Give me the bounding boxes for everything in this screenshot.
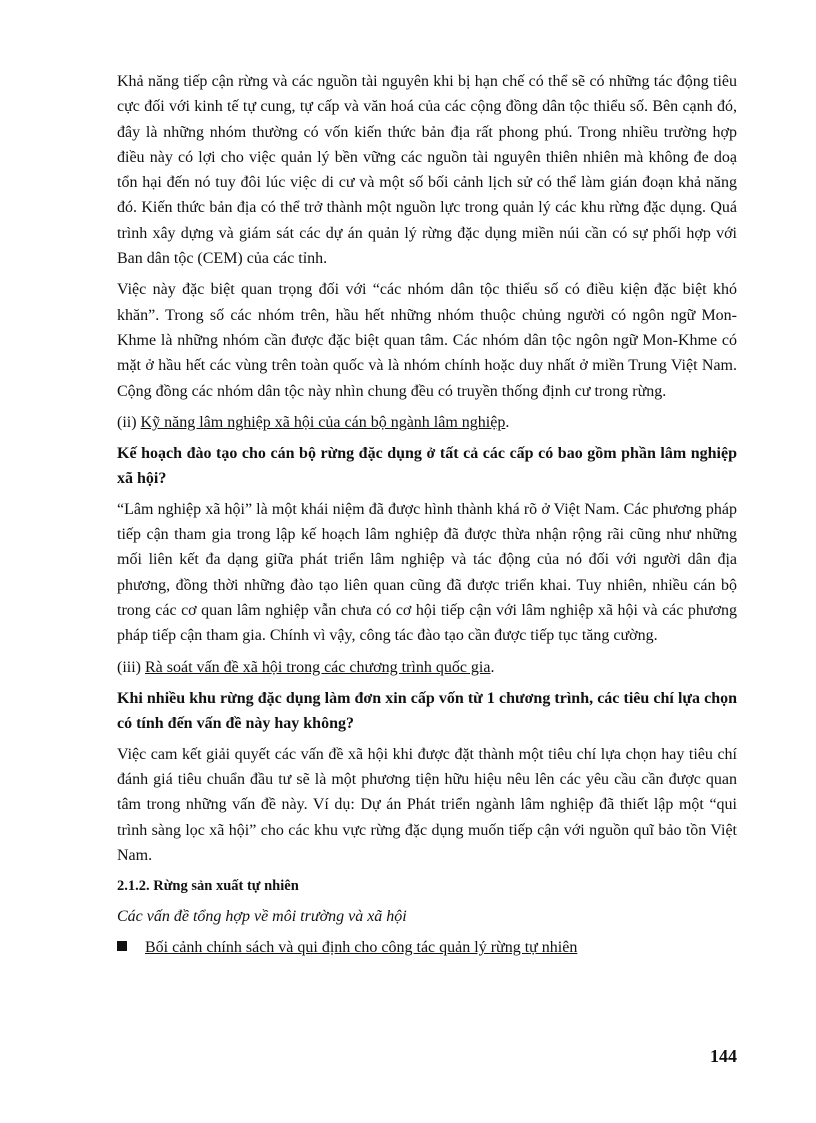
paragraph-social-forestry: “Lâm nghiệp xã hội” là một khái niệm đã được hình thành khá rõ ở Việt Nam. Các phương pháp tiếp cận tham gia trong lập kế hoạch lâm nghiệp đã được thừa nhận rộng rãi cũng như những mối liên kết đa dạng giữa phát triển lâm nghiệp và tác động của nó đối với người dân địa phương, đồng thời những đào tạo liên quan cũng đã được triển khai. Tuy nhiên, nhiều cán bộ trong các cơ quan lâm nghiệp vẫn chưa có cơ hội tiếp cận với lâm nghiệp xã hội và các phương pháp tiếp cận tham gia. Chính vì vậy, công tác đào tạo cần được tiếp tục tăng cường. <box>117 500 737 645</box>
section-subheading: Các vấn đề tổng hợp về môi trường và xã hội <box>117 908 407 926</box>
item-iii-title: Rà soát vấn đề xã hội trong các chương trình quốc gia <box>145 658 491 676</box>
page-number: 144 <box>710 1046 737 1066</box>
item-ii-period: . <box>505 413 510 431</box>
item-ii <box>117 410 737 435</box>
section-heading: 2.1.2. Rừng sản xuất tự nhiên <box>117 878 299 895</box>
paragraph-social-screening: Việc cam kết giải quyết các vấn đề xã hội khi được đặt thành một tiêu chí lựa chọn hay tiêu chí đánh giá tiêu chuẩn đầu tư sẽ là một phương tiện hữu hiệu nêu lên các yêu cầu cần được quan tâm trong những vấn đề này. Ví dụ: Dự án Phát triển ngành lâm nghiệp đã thiết lập một “qui trình sàng lọc xã hội” cho các khu vực rừng đặc dụng muốn tiếp cận với nguồn quĩ bảo tồn Việt Nam. <box>117 745 737 864</box>
item-iii <box>117 655 737 680</box>
item-ii-number: (ii) <box>117 413 137 431</box>
paragraph-mon-khme: Việc này đặc biệt quan trọng đối với “các nhóm dân tộc thiểu số có điều kiện đặc biệt khó khăn”. Trong số các nhóm trên, hầu hết những nhóm thuộc chủng người có ngôn ngữ Mon-Khme là những nhóm cần được đặc biệt quan tâm. Các nhóm dân tộc ngôn ngữ Mon-Khme có mặt ở hầu hết các vùng trên toàn quốc và là nhóm chính hoặc duy nhất ở miền Trung Việt Nam. Cộng đồng các nhóm dân tộc này nhìn chung đều có truyền thống định cư trong rừng. <box>117 281 737 400</box>
bullet-item <box>117 935 737 960</box>
square-bullet-icon <box>117 941 127 951</box>
page-body <box>117 69 737 960</box>
bullet-text: Bối cảnh chính sách và qui định cho công tác quản lý rừng tự nhiên <box>145 939 578 957</box>
item-ii-title: Kỹ năng lâm nghiệp xã hội của cán bộ ngành lâm nghiệp <box>140 413 506 431</box>
item-iii-period: . <box>490 658 495 676</box>
paragraph-ethnic-access: Khả năng tiếp cận rừng và các nguồn tài nguyên khi bị hạn chế có thể sẽ có những tác động tiêu cực đối với kinh tế tự cung, tự cấp và văn hoá của các cộng đồng dân tộc thiểu số. Bên cạnh đó, đây là những nhóm thường có vốn kiến thức bản địa rất phong phú. Trong nhiều trường hợp điều này có lợi cho việc quản lý bền vững các nguồn tài nguyên thiên nhiên mà không đe doạ tổn hại đến nó tuy đôi lúc việc di cư và một số bối cảnh lịch sử có thể làm gián đoạn khả năng đó. Kiến thức bản địa có thể trở thành một nguồn lực trong quản lý các khu rừng đặc dụng. Quá trình xây dựng và giám sát các dự án quản lý rừng đặc dụng miền núi cần có sự phối hợp với Ban dân tộc (CEM) của các tỉnh. <box>117 73 737 268</box>
question-training: Kế hoạch đào tạo cho cán bộ rừng đặc dụng ở tất cả các cấp có bao gồm phần lâm nghiệp xã hội? <box>117 444 737 487</box>
question-funding-criteria: Khi nhiều khu rừng đặc dụng làm đơn xin cấp vốn từ 1 chương trình, các tiêu chí lựa chọn có tính đến vấn đề này hay không? <box>117 689 737 732</box>
item-iii-number: (iii) <box>117 658 141 676</box>
